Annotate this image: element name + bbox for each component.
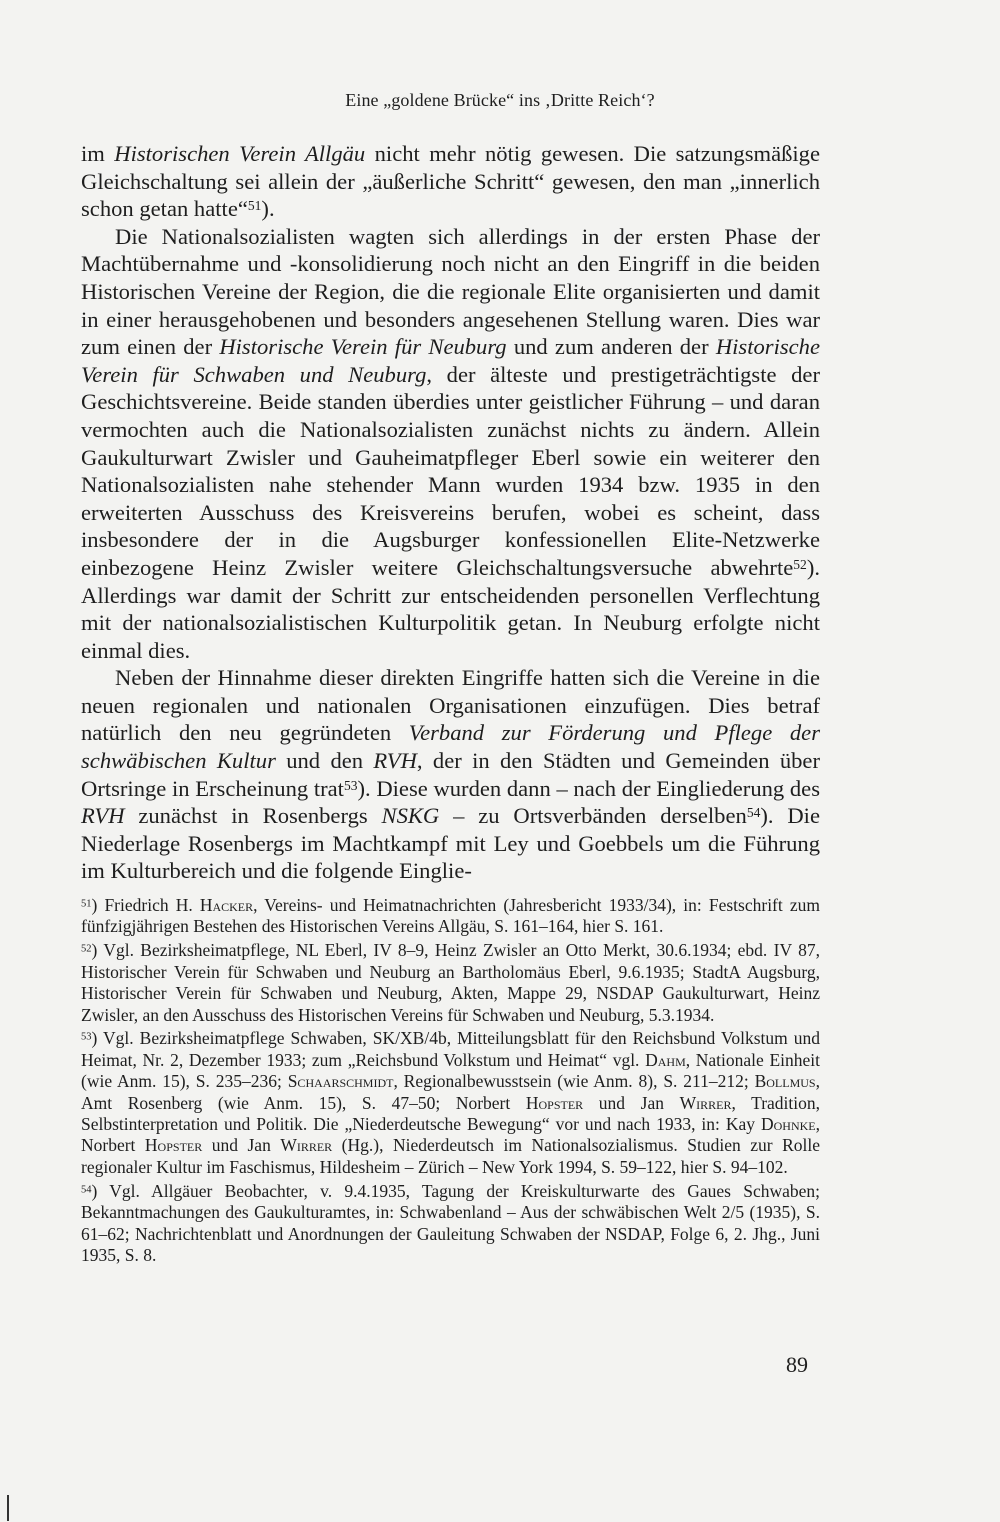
scan-edge-mark	[7, 1495, 9, 1521]
paragraph-2: Die Nationalsozialisten wagten sich allerdings in der ersten Phase der Machtübernahme und -konsolidierung noch nicht an den Eingriff in die beiden Historischen Vereine der Region, die die regionale Elite organisierten und damit in einer herausgehobenen und besonders angesehenen Stellung waren. Dies war zum einen der Historische Verein für Neuburg und zum anderen der Historische Verein für Schwaben und Neuburg, der älteste und prestigeträchtigste der Geschichtsvereine. Beide standen überdies unter geistlicher Führung – und daran vermochten auch die Nationalsozialisten zunächst nichts zu ändern. Allein Gaukulturwart Zwisler und Gauheimatpfleger Eberl sowie ein weiterer den Nationalsozialisten nahe stehender Mann wurden 1934 bzw. 1935 in den erweiterten Ausschuss des Kreisvereins berufen, wobei es scheint, dass insbesondere der in die Augsburger konfessionellen Elite-Netzwerke einbezogene Heinz Zwisler weitere Gleichschaltungsversuche abwehrte$^{52}$). Allerdings war damit der Schritt zur entscheidenden personellen Verflechtung mit der nationalsozialistischen Kulturpolitik getan. In Neuburg erfolgte nicht einmal dies.	[81, 223, 820, 663]
footnote-number: 53	[81, 1031, 92, 1043]
footnote-54: $^{54}$) Vgl. Allgäuer Beobachter, v. 9.4.1935, Tagung der Kreiskulturwarte des Gaues Schwaben; Bekanntmachungen des Gaukulturamtes, in: Schwabenland – Aus der schwäbischen Welt 2/5 (1935), S. 61–62; Nachrichtenblatt und Anordnungen der Gauleitung Schwaben der NSDAP, Folge 6, 2. Jhg., Juni 1935, S. 8.	[81, 1180, 820, 1265]
footnotes	[81, 895, 820, 1269]
footnote-53: $^{53}$) Vgl. Bezirksheimatpflege Schwaben, SK/XB/4b, Mitteilungsblatt für den Reichsbund Volkstum und Heimat, Nr. 2, Dezember 1933; zum „Reichsbund Volkstum und Heimat“ vgl. Dahm, Nationale Einheit (wie Anm. 15), S. 235–236; Schaarschmidt, Regionalbewusstsein (wie Anm. 8), S. 211–212; Bollmus, Amt Rosenberg (wie Anm. 15), S. 47–50; Norbert Hopster und Jan Wirrer, Tradition, Selbstinterpretation und Politik. Die „Niederdeutsche Bewegung“ vor und nach 1933, in: Kay Dohnke, Norbert Hopster und Jan Wirrer (Hg.), Niederdeutsch im Nationalsozialismus. Studien zur Rolle regionaler Kultur im Faschismus, Hildesheim – Zürich – New York 1994, S. 59–122, hier S. 94–102.	[81, 1028, 820, 1177]
paragraph-1: im Historischen Verein Allgäu nicht mehr nötig gewesen. Die satzungsmäßige Gleichschaltung sei allein der „äußerliche Schritt“ gewesen, den man „innerlich schon getan hatte“$^{51}$).	[81, 141, 820, 222]
footnote-51: $^{51}$) Friedrich H. Hacker, Vereins- und Heimatnachrichten (Jahresbericht 1933/34), in: Festschrift zum fünfzigjährigen Bestehen des Historischen Vereins Allgäu, S. 161–164, hier S. 161.	[81, 895, 820, 937]
footnote-ref-53[interactable]: 53	[343, 777, 358, 793]
page-number: 89	[786, 1352, 808, 1377]
footnote-ref-52[interactable]: 52	[793, 556, 807, 572]
footnote-number: 51	[81, 898, 92, 910]
footnote-number: 54	[81, 1184, 92, 1196]
footnote-52: $^{52}$) Vgl. Bezirksheimatpflege, NL Eberl, IV 8–9, Heinz Zwisler an Otto Merkt, 30.6.1934; ebd. IV 87, Historischer Verein für Schwaben und Neuburg an Bartholomäus Eberl, 9.6.1935; StadtA Augsburg, Historischer Verein für Schwaben und Neuburg, Akten, Mappe 29, NSDAP Gaukulturwart, Heinz Zwisler, an den Ausschuss des Historischen Vereins für Schwaben und Neuburg, 5.3.1934.	[81, 940, 820, 1025]
footnote-ref-51[interactable]: 51	[247, 198, 262, 214]
running-header: Eine „goldene Brücke“ ins ‚Dritte Reich‘?	[345, 90, 655, 110]
footnote-ref-54[interactable]: 54	[746, 805, 761, 821]
paragraph-3: Neben der Hinnahme dieser direkten Eingriffe hatten sich die Vereine in die neuen regionalen und nationalen Organisationen einzufügen. Dies betraf natürlich den neu gegründeten Verband zur Förderung und Pflege der schwäbischen Kultur und den RVH, der in den Städten und Gemeinden über Ortsringe in Erscheinung trat$^{53}$). Diese wurden dann – nach der Eingliederung des RVH zunächst in Rosenbergs NSKG – zu Ortsverbänden derselben$^{54}$). Die Niederlage Rosenbergs im Machtkampf mit Ley und Goebbels um die Führung im Kulturbereich und die folgende Einglie-	[81, 665, 821, 884]
main-text	[81, 140, 820, 885]
footnote-number: 52	[81, 943, 92, 955]
